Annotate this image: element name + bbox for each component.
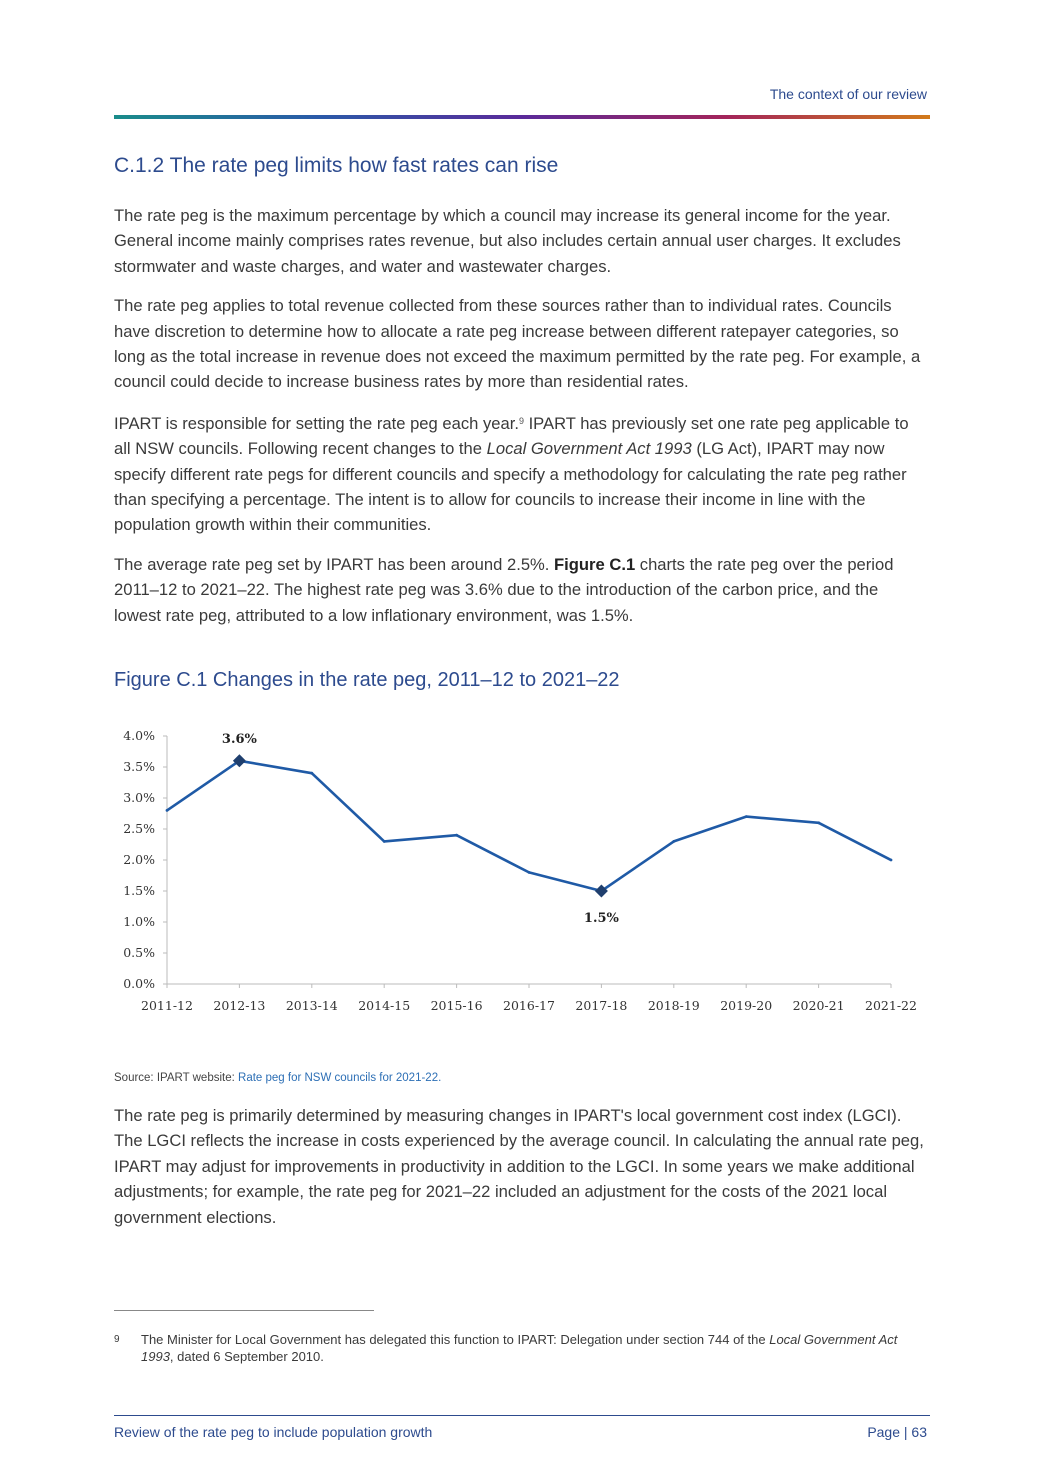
footnote-text-a: The Minister for Local Government has delegated this function to IPART: Delegation under section 744 of the xyxy=(141,1332,770,1347)
annotation-layer xyxy=(222,732,620,926)
x-tick-label: 2013-14 xyxy=(285,998,338,1013)
source-prefix: Source: IPART website: xyxy=(114,1072,239,1084)
x-tick-label: 2012-13 xyxy=(213,998,266,1013)
paragraph-4 xyxy=(114,552,924,628)
figure-reference: Figure C.1 xyxy=(554,554,636,574)
x-tick-label: 2020-21 xyxy=(792,998,845,1013)
x-tick-label: 2015-16 xyxy=(430,998,483,1013)
footer-divider xyxy=(114,1415,930,1416)
paragraph-4-part-b: charts the rate peg over the period 2011–12 to 2021–22. The highest rate peg was 3.6% due to the introduction of the carbon price, and the lowest rate peg, attributed to a low inflationary environment, was 1.5%. xyxy=(114,554,894,625)
figure-source xyxy=(114,1072,441,1084)
y-tick-label: 1.0% xyxy=(123,914,155,929)
data-label: 1.5% xyxy=(583,911,619,926)
paragraph-2: The rate peg applies to total revenue collected from these sources rather than to individual rates. Councils have discretion to determine how to allocate a rate peg increase between different ratepayer categories, so long as the total increase in revenue does not exceed the maximum permitted by the rate peg. For example, a council could decide to increase business rates by more than residential rates. xyxy=(114,296,921,392)
data-point xyxy=(528,871,531,874)
footnote-divider xyxy=(114,1310,374,1311)
y-tick-label: 0.0% xyxy=(123,976,155,991)
header-rule xyxy=(114,115,930,119)
x-axis xyxy=(141,984,917,1013)
footnote-text-b: , dated 6 September 2010. xyxy=(169,1349,324,1364)
data-point xyxy=(817,821,820,824)
section-heading: C.1.2 The rate peg limits how fast rates can rise xyxy=(114,154,559,177)
data-point xyxy=(310,772,313,775)
paragraph-1: The rate peg is the maximum percentage by which a council may increase its general income for the year. General income mainly comprises rates revenue, but also includes certain annual user charges. It excludes stormwater and waste charges, and water and wastewater charges. xyxy=(114,206,901,276)
y-tick-label: 0.5% xyxy=(123,945,155,960)
x-tick-label: 2011-12 xyxy=(141,998,193,1013)
x-tick-label: 2016-17 xyxy=(503,998,555,1013)
x-tick-label: 2014-15 xyxy=(358,998,411,1013)
data-point xyxy=(166,809,169,812)
y-tick-label: 2.0% xyxy=(123,852,155,867)
x-tick-label: 2019-20 xyxy=(720,998,773,1013)
y-axis xyxy=(123,728,167,991)
footnote-text xyxy=(141,1331,921,1365)
paragraph-3-part-c: (LG Act), IPART may now specify different rate pegs for different councils and specify a methodology for calculating the rate peg rather than specifying a percentage. The intent is to allow for councils to increase their income in line with the population growth within their communities. xyxy=(114,439,907,535)
y-tick-label: 2.5% xyxy=(123,821,155,836)
footnote-act-italic: Local Government Act 1993 xyxy=(141,1332,898,1364)
paragraph-3-part-a: IPART is responsible for setting the rate peg each year. xyxy=(114,413,519,433)
y-tick-label: 3.0% xyxy=(123,790,155,805)
footer-page-number: Page | 63 xyxy=(867,1424,927,1440)
body-text-block-2 xyxy=(114,1103,924,1244)
footnote-number: 9 xyxy=(114,1334,120,1345)
series-layer xyxy=(166,759,893,892)
data-point xyxy=(745,815,748,818)
paragraph-4-part-a: The average rate peg set by IPART has been around 2.5%. xyxy=(114,554,555,574)
paragraph-5: The rate peg is primarily determined by measuring changes in IPART's local government cost index (LGCI). The LGCI reflects the increase in costs experienced by the average council. In calculating the annual rate peg, IPART may adjust for improvements in productivity in addition to the LGCI. In some years we make additional adjustments; for example, the rate peg for 2021–22 included an adjustment for the costs of the 2021 local government elections. xyxy=(114,1106,924,1227)
x-tick-label: 2018-19 xyxy=(647,998,700,1013)
y-tick-label: 3.5% xyxy=(123,759,155,774)
figure-caption: Figure C.1 Changes in the rate peg, 2011–12 to 2021–22 xyxy=(114,669,620,691)
x-tick-label: 2021-22 xyxy=(865,998,917,1013)
y-tick-label: 1.5% xyxy=(123,883,155,898)
body-text-block-1 xyxy=(114,203,924,642)
source-link[interactable]: Rate peg for NSW councils for 2021-22. xyxy=(238,1072,442,1084)
rate-peg-line-chart xyxy=(110,720,940,1030)
header-section-title: The context of our review xyxy=(769,86,927,102)
paragraph-3 xyxy=(114,409,924,538)
data-point xyxy=(383,840,386,843)
y-tick-label: 4.0% xyxy=(123,728,155,743)
footer-report-title: Review of the rate peg to include population growth xyxy=(114,1424,433,1440)
data-point xyxy=(455,834,458,837)
act-name-italic: Local Government Act 1993 xyxy=(486,439,692,459)
data-point xyxy=(672,840,675,843)
footnote-ref[interactable]: 9 xyxy=(518,415,524,426)
paragraph-3-part-b: IPART has previously set one rate peg applicable to all NSW councils. Following recent changes to the xyxy=(114,413,909,459)
x-tick-label: 2017-18 xyxy=(575,998,628,1013)
data-point xyxy=(890,859,893,862)
data-label: 3.6% xyxy=(221,731,257,747)
